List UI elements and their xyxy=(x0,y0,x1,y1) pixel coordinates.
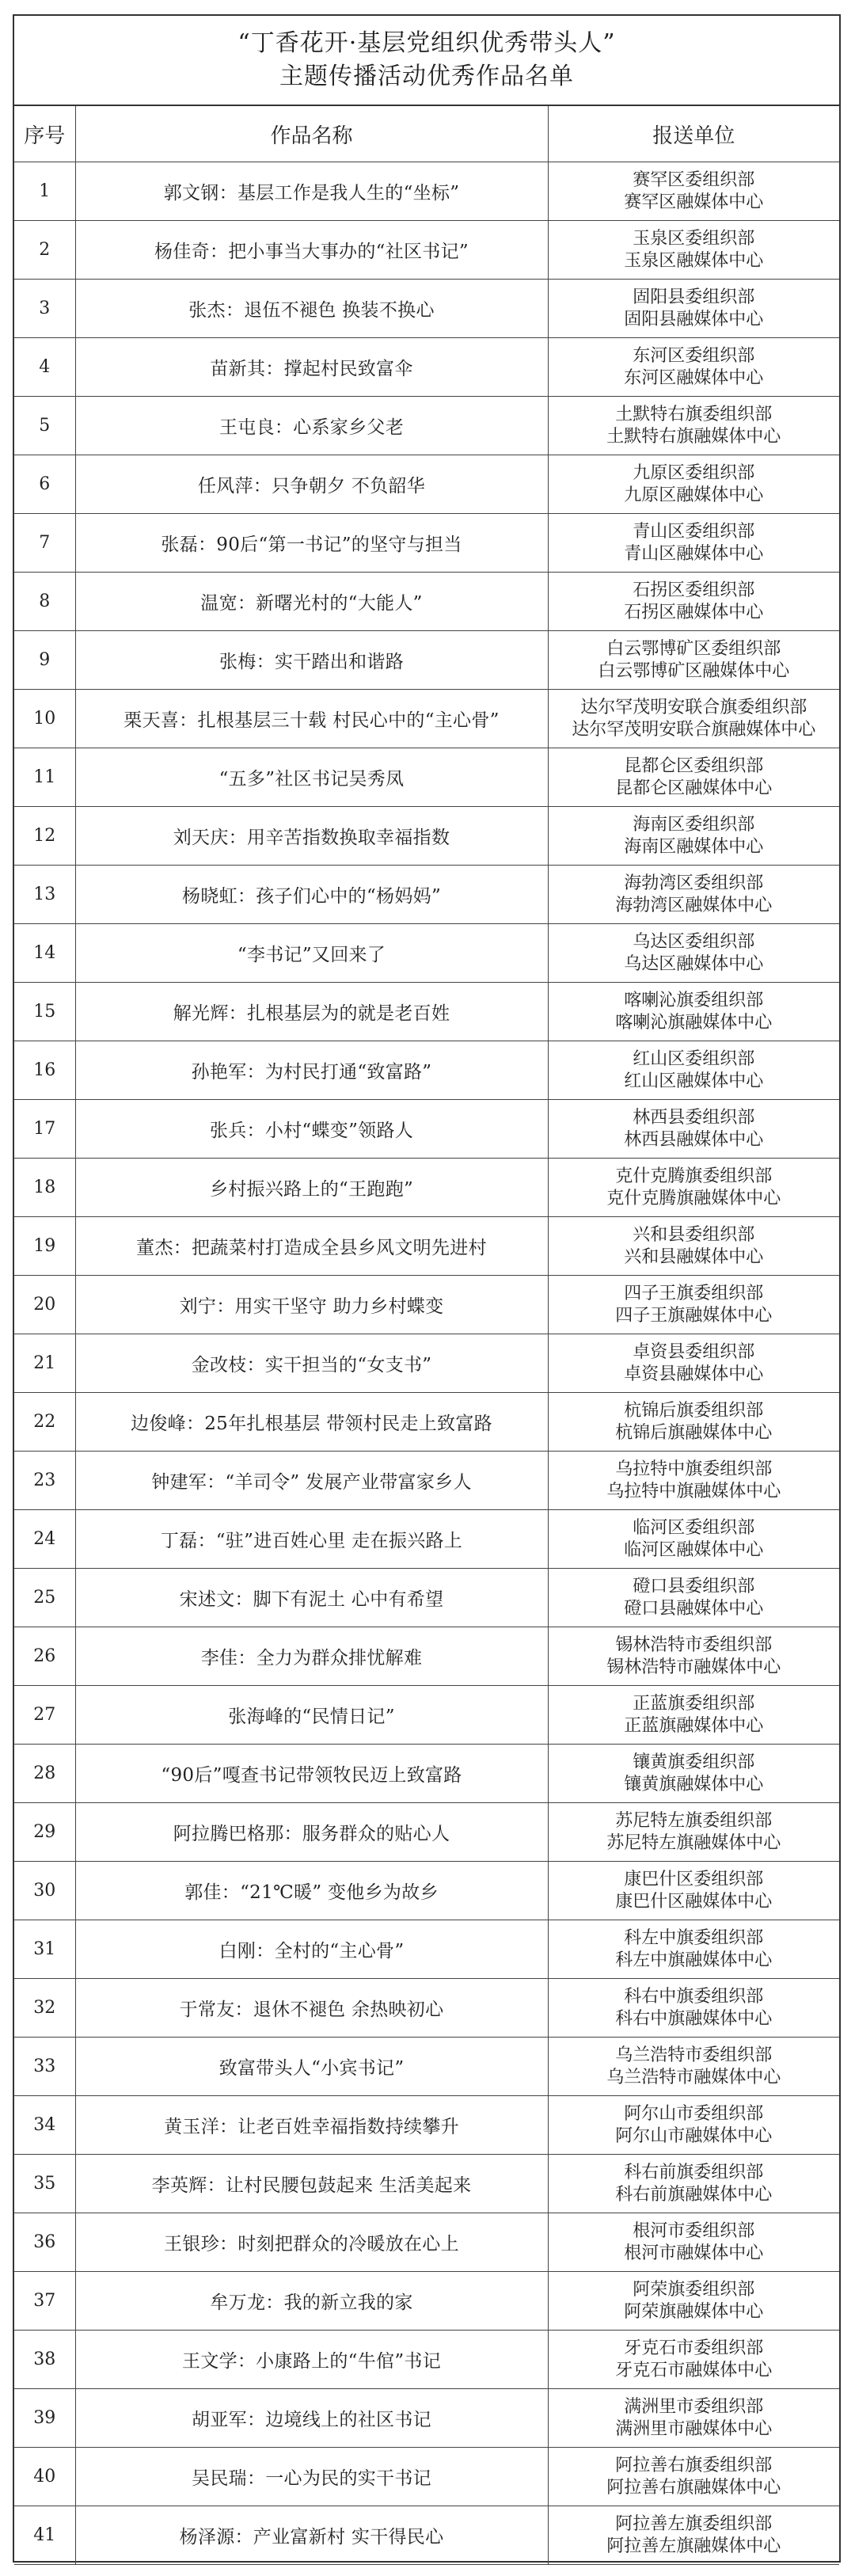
unit-org-dept: 卓资县委组织部 xyxy=(633,1341,755,1362)
work-title: 刘宁：用实干坚守 助力乡村蝶变 xyxy=(75,1276,548,1334)
table-row xyxy=(14,1041,839,1100)
table-row xyxy=(14,2389,839,2448)
unit-org-dept: 乌达区委组织部 xyxy=(633,931,755,952)
table-row xyxy=(14,1686,839,1745)
work-title: 孙艳军：为村民打通“致富路” xyxy=(75,1041,548,1100)
unit-media-center: 白云鄂博矿区融媒体中心 xyxy=(598,660,790,681)
work-title: 黄玉洋：让老百姓幸福指数持续攀升 xyxy=(75,2096,548,2155)
column-header-no: 序号 xyxy=(14,106,75,162)
work-title: 乡村振兴路上的“王跑跑” xyxy=(75,1159,548,1217)
unit-media-center: 九原区融媒体中心 xyxy=(624,485,764,505)
unit-media-center: 青山区融媒体中心 xyxy=(624,543,764,564)
work-title: 张兵：小村“蝶变”领路人 xyxy=(75,1100,548,1159)
submitting-unit xyxy=(548,455,839,514)
row-number: 11 xyxy=(14,748,75,807)
table-row xyxy=(14,514,839,573)
submitting-unit xyxy=(548,1862,839,1920)
submitting-unit xyxy=(548,1276,839,1334)
unit-org-dept: 四子王旗委组织部 xyxy=(624,1283,764,1303)
unit-media-center: 苏尼特左旗融媒体中心 xyxy=(606,1832,781,1853)
row-number: 27 xyxy=(14,1686,75,1745)
table-row xyxy=(14,2213,839,2272)
unit-media-center: 阿拉善右旗融媒体中心 xyxy=(606,2477,781,2498)
unit-org-dept: 东河区委组织部 xyxy=(633,345,755,366)
unit-org-dept: 康巴什区委组织部 xyxy=(624,1869,764,1889)
unit-media-center: 卓资县融媒体中心 xyxy=(624,1364,764,1384)
work-title: 李英辉：让村民腰包鼓起来 生活美起来 xyxy=(75,2155,548,2213)
table-row xyxy=(14,866,839,924)
table-row xyxy=(14,1100,839,1159)
unit-media-center: 牙克石市融媒体中心 xyxy=(615,2360,773,2380)
work-title: 苗新其：撑起村民致富伞 xyxy=(75,338,548,397)
table-row xyxy=(14,748,839,807)
unit-media-center: 固阳县融媒体中心 xyxy=(624,309,764,329)
unit-media-center: 乌拉特中旗融媒体中心 xyxy=(606,1481,781,1501)
row-number: 3 xyxy=(14,280,75,338)
work-title: 吴民瑞：一心为民的实干书记 xyxy=(75,2448,548,2506)
row-number: 29 xyxy=(14,1803,75,1862)
submitting-unit xyxy=(548,338,839,397)
unit-media-center: 锡林浩特市融媒体中心 xyxy=(606,1657,781,1677)
submitting-unit xyxy=(548,2272,839,2331)
table-row xyxy=(14,1745,839,1803)
unit-org-dept: 喀喇沁旗委组织部 xyxy=(624,990,764,1010)
row-number: 40 xyxy=(14,2448,75,2506)
table-row xyxy=(14,1159,839,1217)
work-title: 董杰：把蔬菜村打造成全县乡风文明先进村 xyxy=(75,1217,548,1276)
unit-org-dept: 苏尼特左旗委组织部 xyxy=(615,1810,773,1831)
table-row xyxy=(14,2331,839,2389)
submitting-unit xyxy=(548,866,839,924)
submitting-unit xyxy=(548,2331,839,2389)
table-row xyxy=(14,1217,839,1276)
submitting-unit xyxy=(548,2389,839,2448)
unit-org-dept: 牙克石市委组织部 xyxy=(624,2338,764,2358)
unit-media-center: 喀喇沁旗融媒体中心 xyxy=(615,1012,773,1033)
submitting-unit xyxy=(548,924,839,983)
unit-media-center: 四子王旗融媒体中心 xyxy=(615,1305,773,1326)
row-number: 1 xyxy=(14,162,75,221)
work-title: 栗天喜：扎根基层三十载 村民心中的“主心骨” xyxy=(75,690,548,748)
row-number: 12 xyxy=(14,807,75,866)
unit-media-center: 科右中旗融媒体中心 xyxy=(615,2008,773,2029)
submitting-unit xyxy=(548,1745,839,1803)
table-row xyxy=(14,983,839,1041)
row-number: 22 xyxy=(14,1393,75,1452)
unit-media-center: 兴和县融媒体中心 xyxy=(624,1246,764,1267)
submitting-unit xyxy=(548,807,839,866)
row-number: 6 xyxy=(14,455,75,514)
work-title: 白刚：全村的“主心骨” xyxy=(75,1920,548,1979)
work-title: 宋述文：脚下有泥土 心中有希望 xyxy=(75,1569,548,1627)
unit-media-center: 科左中旗融媒体中心 xyxy=(615,1950,773,1970)
row-number: 2 xyxy=(14,221,75,280)
table-row xyxy=(14,807,839,866)
submitting-unit xyxy=(548,631,839,690)
table-row xyxy=(14,2155,839,2213)
unit-org-dept: 根河市委组织部 xyxy=(633,2220,755,2241)
submitting-unit xyxy=(548,1510,839,1569)
submitting-unit xyxy=(548,1393,839,1452)
work-title: 杨泽源：产业富新村 实干得民心 xyxy=(75,2506,548,2565)
row-number: 34 xyxy=(14,2096,75,2155)
row-number: 14 xyxy=(14,924,75,983)
table-row xyxy=(14,455,839,514)
submitting-unit xyxy=(548,1159,839,1217)
table-row xyxy=(14,1452,839,1510)
table-row xyxy=(14,1920,839,1979)
unit-org-dept: 兴和县委组织部 xyxy=(633,1224,755,1245)
submitting-unit xyxy=(548,690,839,748)
row-number: 32 xyxy=(14,1979,75,2038)
unit-media-center: 康巴什区融媒体中心 xyxy=(615,1891,773,1912)
unit-org-dept: 海南区委组织部 xyxy=(633,814,755,835)
unit-org-dept: 科右中旗委组织部 xyxy=(624,1986,764,2007)
work-title: 温宽：新曙光村的“大能人” xyxy=(75,573,548,631)
unit-media-center: 海南区融媒体中心 xyxy=(624,836,764,857)
row-number: 19 xyxy=(14,1217,75,1276)
unit-org-dept: 科右前旗委组织部 xyxy=(624,2162,764,2182)
unit-org-dept: 土默特右旗委组织部 xyxy=(615,404,773,424)
document-subtitle: 主题传播活动优秀作品名单 xyxy=(279,63,574,90)
table-header-row xyxy=(14,106,839,162)
work-title: 王银珍：时刻把群众的冷暖放在心上 xyxy=(75,2213,548,2272)
row-number: 26 xyxy=(14,1627,75,1686)
unit-org-dept: 阿荣旗委组织部 xyxy=(633,2279,755,2300)
unit-org-dept: 昆都仑区委组织部 xyxy=(624,755,764,776)
submitting-unit xyxy=(548,1041,839,1100)
unit-org-dept: 白云鄂博矿区委组织部 xyxy=(606,638,781,659)
unit-org-dept: 科左中旗委组织部 xyxy=(624,1927,764,1948)
table-row xyxy=(14,397,839,455)
work-title: 金改枝：实干担当的“女支书” xyxy=(75,1334,548,1393)
row-number: 30 xyxy=(14,1862,75,1920)
table-row xyxy=(14,1627,839,1686)
submitting-unit xyxy=(548,748,839,807)
work-title: 张杰：退伍不褪色 换装不换心 xyxy=(75,280,548,338)
row-number: 8 xyxy=(14,573,75,631)
work-title: 丁磊：“驻”进百姓心里 走在振兴路上 xyxy=(75,1510,548,1569)
work-title: 阿拉腾巴格那：服务群众的贴心人 xyxy=(75,1803,548,1862)
unit-org-dept: 九原区委组织部 xyxy=(633,462,755,483)
work-title: 杨佳奇：把小事当大事办的“社区书记” xyxy=(75,221,548,280)
table-row xyxy=(14,2038,839,2096)
table-row xyxy=(14,1569,839,1627)
work-title: 牟万龙：我的新立我的家 xyxy=(75,2272,548,2331)
submitting-unit xyxy=(548,1920,839,1979)
table-row xyxy=(14,221,839,280)
works-table xyxy=(14,106,839,2565)
work-title: 任风萍：只争朝夕 不负韶华 xyxy=(75,455,548,514)
unit-media-center: 阿尔山市融媒体中心 xyxy=(615,2125,773,2146)
submitting-unit xyxy=(548,221,839,280)
submitting-unit xyxy=(548,2448,839,2506)
table-row xyxy=(14,2506,839,2565)
unit-org-dept: 达尔罕茂明安联合旗委组织部 xyxy=(580,697,808,717)
table-row xyxy=(14,1510,839,1569)
unit-org-dept: 阿拉善右旗委组织部 xyxy=(615,2455,773,2475)
row-number: 24 xyxy=(14,1510,75,1569)
row-number: 36 xyxy=(14,2213,75,2272)
submitting-unit xyxy=(548,2506,839,2565)
work-title: 张海峰的“民情日记” xyxy=(75,1686,548,1745)
work-title: 边俊峰：25年扎根基层 带领村民走上致富路 xyxy=(75,1393,548,1452)
unit-org-dept: 乌兰浩特市委组织部 xyxy=(615,2045,773,2065)
row-number: 20 xyxy=(14,1276,75,1334)
unit-org-dept: 乌拉特中旗委组织部 xyxy=(615,1459,773,1479)
submitting-unit xyxy=(548,1217,839,1276)
table-row xyxy=(14,162,839,221)
work-title: 杨晓虹：孩子们心中的“杨妈妈” xyxy=(75,866,548,924)
work-title: “90后”嘎查书记带领牧民迈上致富路 xyxy=(75,1745,548,1803)
work-title: 郭文钢：基层工作是我人生的“坐标” xyxy=(75,162,548,221)
work-title: 胡亚军：边境线上的社区书记 xyxy=(75,2389,548,2448)
unit-media-center: 石拐区融媒体中心 xyxy=(624,602,764,622)
submitting-unit xyxy=(548,1334,839,1393)
table-row xyxy=(14,280,839,338)
row-number: 13 xyxy=(14,866,75,924)
table-row xyxy=(14,924,839,983)
unit-media-center: 磴口县融媒体中心 xyxy=(624,1598,764,1619)
unit-org-dept: 阿拉善左旗委组织部 xyxy=(615,2513,773,2534)
unit-org-dept: 正蓝旗委组织部 xyxy=(633,1693,755,1714)
submitting-unit xyxy=(548,2155,839,2213)
unit-media-center: 正蓝旗融媒体中心 xyxy=(624,1715,764,1736)
row-number: 15 xyxy=(14,983,75,1041)
work-title: 刘天庆：用辛苦指数换取幸福指数 xyxy=(75,807,548,866)
table-row xyxy=(14,631,839,690)
work-title: 致富带头人“小宾书记” xyxy=(75,2038,548,2096)
work-title: 张梅：实干踏出和谐路 xyxy=(75,631,548,690)
row-number: 31 xyxy=(14,1920,75,1979)
unit-media-center: 科右前旗融媒体中心 xyxy=(615,2184,773,2205)
row-number: 39 xyxy=(14,2389,75,2448)
work-title: 于常友：退休不褪色 余热映初心 xyxy=(75,1979,548,2038)
row-number: 9 xyxy=(14,631,75,690)
row-number: 28 xyxy=(14,1745,75,1803)
table-row xyxy=(14,573,839,631)
unit-media-center: 临河区融媒体中心 xyxy=(624,1539,764,1560)
table-row xyxy=(14,1803,839,1862)
table-row xyxy=(14,2096,839,2155)
unit-media-center: 昆都仑区融媒体中心 xyxy=(615,778,773,798)
unit-org-dept: 红山区委组织部 xyxy=(633,1048,755,1069)
document-title-block xyxy=(14,16,839,106)
unit-media-center: 镶黄旗融媒体中心 xyxy=(624,1774,764,1794)
work-title: 王文学：小康路上的“牛倌”书记 xyxy=(75,2331,548,2389)
unit-org-dept: 固阳县委组织部 xyxy=(633,287,755,307)
unit-org-dept: 林西县委组织部 xyxy=(633,1107,755,1128)
table-row xyxy=(14,1979,839,2038)
table-body xyxy=(14,162,839,2565)
work-title: “五多”社区书记吴秀凤 xyxy=(75,748,548,807)
document-title: “丁香花开·基层党组织优秀带头人” xyxy=(238,29,616,57)
unit-media-center: 玉泉区融媒体中心 xyxy=(624,250,764,271)
unit-media-center: 林西县融媒体中心 xyxy=(624,1129,764,1150)
unit-media-center: 阿拉善左旗融媒体中心 xyxy=(606,2536,781,2556)
unit-org-dept: 满洲里市委组织部 xyxy=(624,2396,764,2417)
unit-media-center: 土默特右旗融媒体中心 xyxy=(606,426,781,447)
work-title: 李佳：全力为群众排忧解难 xyxy=(75,1627,548,1686)
table-row xyxy=(14,1862,839,1920)
submitting-unit xyxy=(548,1686,839,1745)
row-number: 17 xyxy=(14,1100,75,1159)
submitting-unit xyxy=(548,983,839,1041)
submitting-unit xyxy=(548,1979,839,2038)
row-number: 41 xyxy=(14,2506,75,2565)
table-row xyxy=(14,2448,839,2506)
unit-org-dept: 锡林浩特市委组织部 xyxy=(615,1634,773,1655)
row-number: 10 xyxy=(14,690,75,748)
submitting-unit xyxy=(548,1569,839,1627)
work-title: 张磊：90后“第一书记”的坚守与担当 xyxy=(75,514,548,573)
submitting-unit xyxy=(548,1627,839,1686)
row-number: 33 xyxy=(14,2038,75,2096)
table-row xyxy=(14,1393,839,1452)
row-number: 7 xyxy=(14,514,75,573)
unit-org-dept: 克什克腾旗委组织部 xyxy=(615,1166,773,1186)
submitting-unit xyxy=(548,2096,839,2155)
row-number: 37 xyxy=(14,2272,75,2331)
submitting-unit xyxy=(548,573,839,631)
unit-media-center: 阿荣旗融媒体中心 xyxy=(624,2301,764,2322)
table-row xyxy=(14,2272,839,2331)
unit-org-dept: 海勃湾区委组织部 xyxy=(624,873,764,893)
unit-org-dept: 磴口县委组织部 xyxy=(633,1576,755,1596)
submitting-unit xyxy=(548,2038,839,2096)
unit-org-dept: 阿尔山市委组织部 xyxy=(624,2103,764,2124)
unit-media-center: 赛罕区融媒体中心 xyxy=(624,192,764,212)
unit-media-center: 乌兰浩特市融媒体中心 xyxy=(606,2067,781,2087)
unit-media-center: 红山区融媒体中心 xyxy=(624,1071,764,1091)
unit-org-dept: 镶黄旗委组织部 xyxy=(633,1752,755,1772)
row-number: 21 xyxy=(14,1334,75,1393)
row-number: 23 xyxy=(14,1452,75,1510)
table-row xyxy=(14,338,839,397)
row-number: 16 xyxy=(14,1041,75,1100)
work-title: 解光辉：扎根基层为的就是老百姓 xyxy=(75,983,548,1041)
unit-org-dept: 青山区委组织部 xyxy=(633,521,755,542)
unit-org-dept: 杭锦后旗委组织部 xyxy=(624,1400,764,1421)
unit-media-center: 达尔罕茂明安联合旗融媒体中心 xyxy=(572,719,816,740)
submitting-unit xyxy=(548,514,839,573)
table-row xyxy=(14,690,839,748)
submitting-unit xyxy=(548,397,839,455)
unit-org-dept: 石拐区委组织部 xyxy=(633,580,755,600)
unit-org-dept: 玉泉区委组织部 xyxy=(633,228,755,249)
submitting-unit xyxy=(548,280,839,338)
submitting-unit xyxy=(548,1803,839,1862)
unit-media-center: 海勃湾区融媒体中心 xyxy=(615,895,773,915)
work-title: 王屯良：心系家乡父老 xyxy=(75,397,548,455)
submitting-unit xyxy=(548,1100,839,1159)
row-number: 18 xyxy=(14,1159,75,1217)
table-row xyxy=(14,1334,839,1393)
work-title: “李书记”又回来了 xyxy=(75,924,548,983)
column-header-unit: 报送单位 xyxy=(548,106,839,162)
unit-media-center: 杭锦后旗融媒体中心 xyxy=(615,1422,773,1443)
unit-media-center: 根河市融媒体中心 xyxy=(624,2243,764,2263)
award-list-document xyxy=(13,14,841,2563)
submitting-unit xyxy=(548,162,839,221)
row-number: 25 xyxy=(14,1569,75,1627)
row-number: 5 xyxy=(14,397,75,455)
column-header-title: 作品名称 xyxy=(75,106,548,162)
unit-media-center: 克什克腾旗融媒体中心 xyxy=(606,1188,781,1208)
work-title: 钟建军：“羊司令” 发展产业带富家乡人 xyxy=(75,1452,548,1510)
submitting-unit xyxy=(548,1452,839,1510)
work-title: 郭佳：“21℃暖” 变他乡为故乡 xyxy=(75,1862,548,1920)
unit-media-center: 满洲里市融媒体中心 xyxy=(615,2418,773,2439)
table-row xyxy=(14,1276,839,1334)
unit-media-center: 东河区融媒体中心 xyxy=(624,367,764,388)
unit-org-dept: 赛罕区委组织部 xyxy=(633,169,755,190)
row-number: 38 xyxy=(14,2331,75,2389)
unit-org-dept: 临河区委组织部 xyxy=(633,1517,755,1538)
row-number: 35 xyxy=(14,2155,75,2213)
row-number: 4 xyxy=(14,338,75,397)
submitting-unit xyxy=(548,2213,839,2272)
unit-media-center: 乌达区融媒体中心 xyxy=(624,953,764,974)
